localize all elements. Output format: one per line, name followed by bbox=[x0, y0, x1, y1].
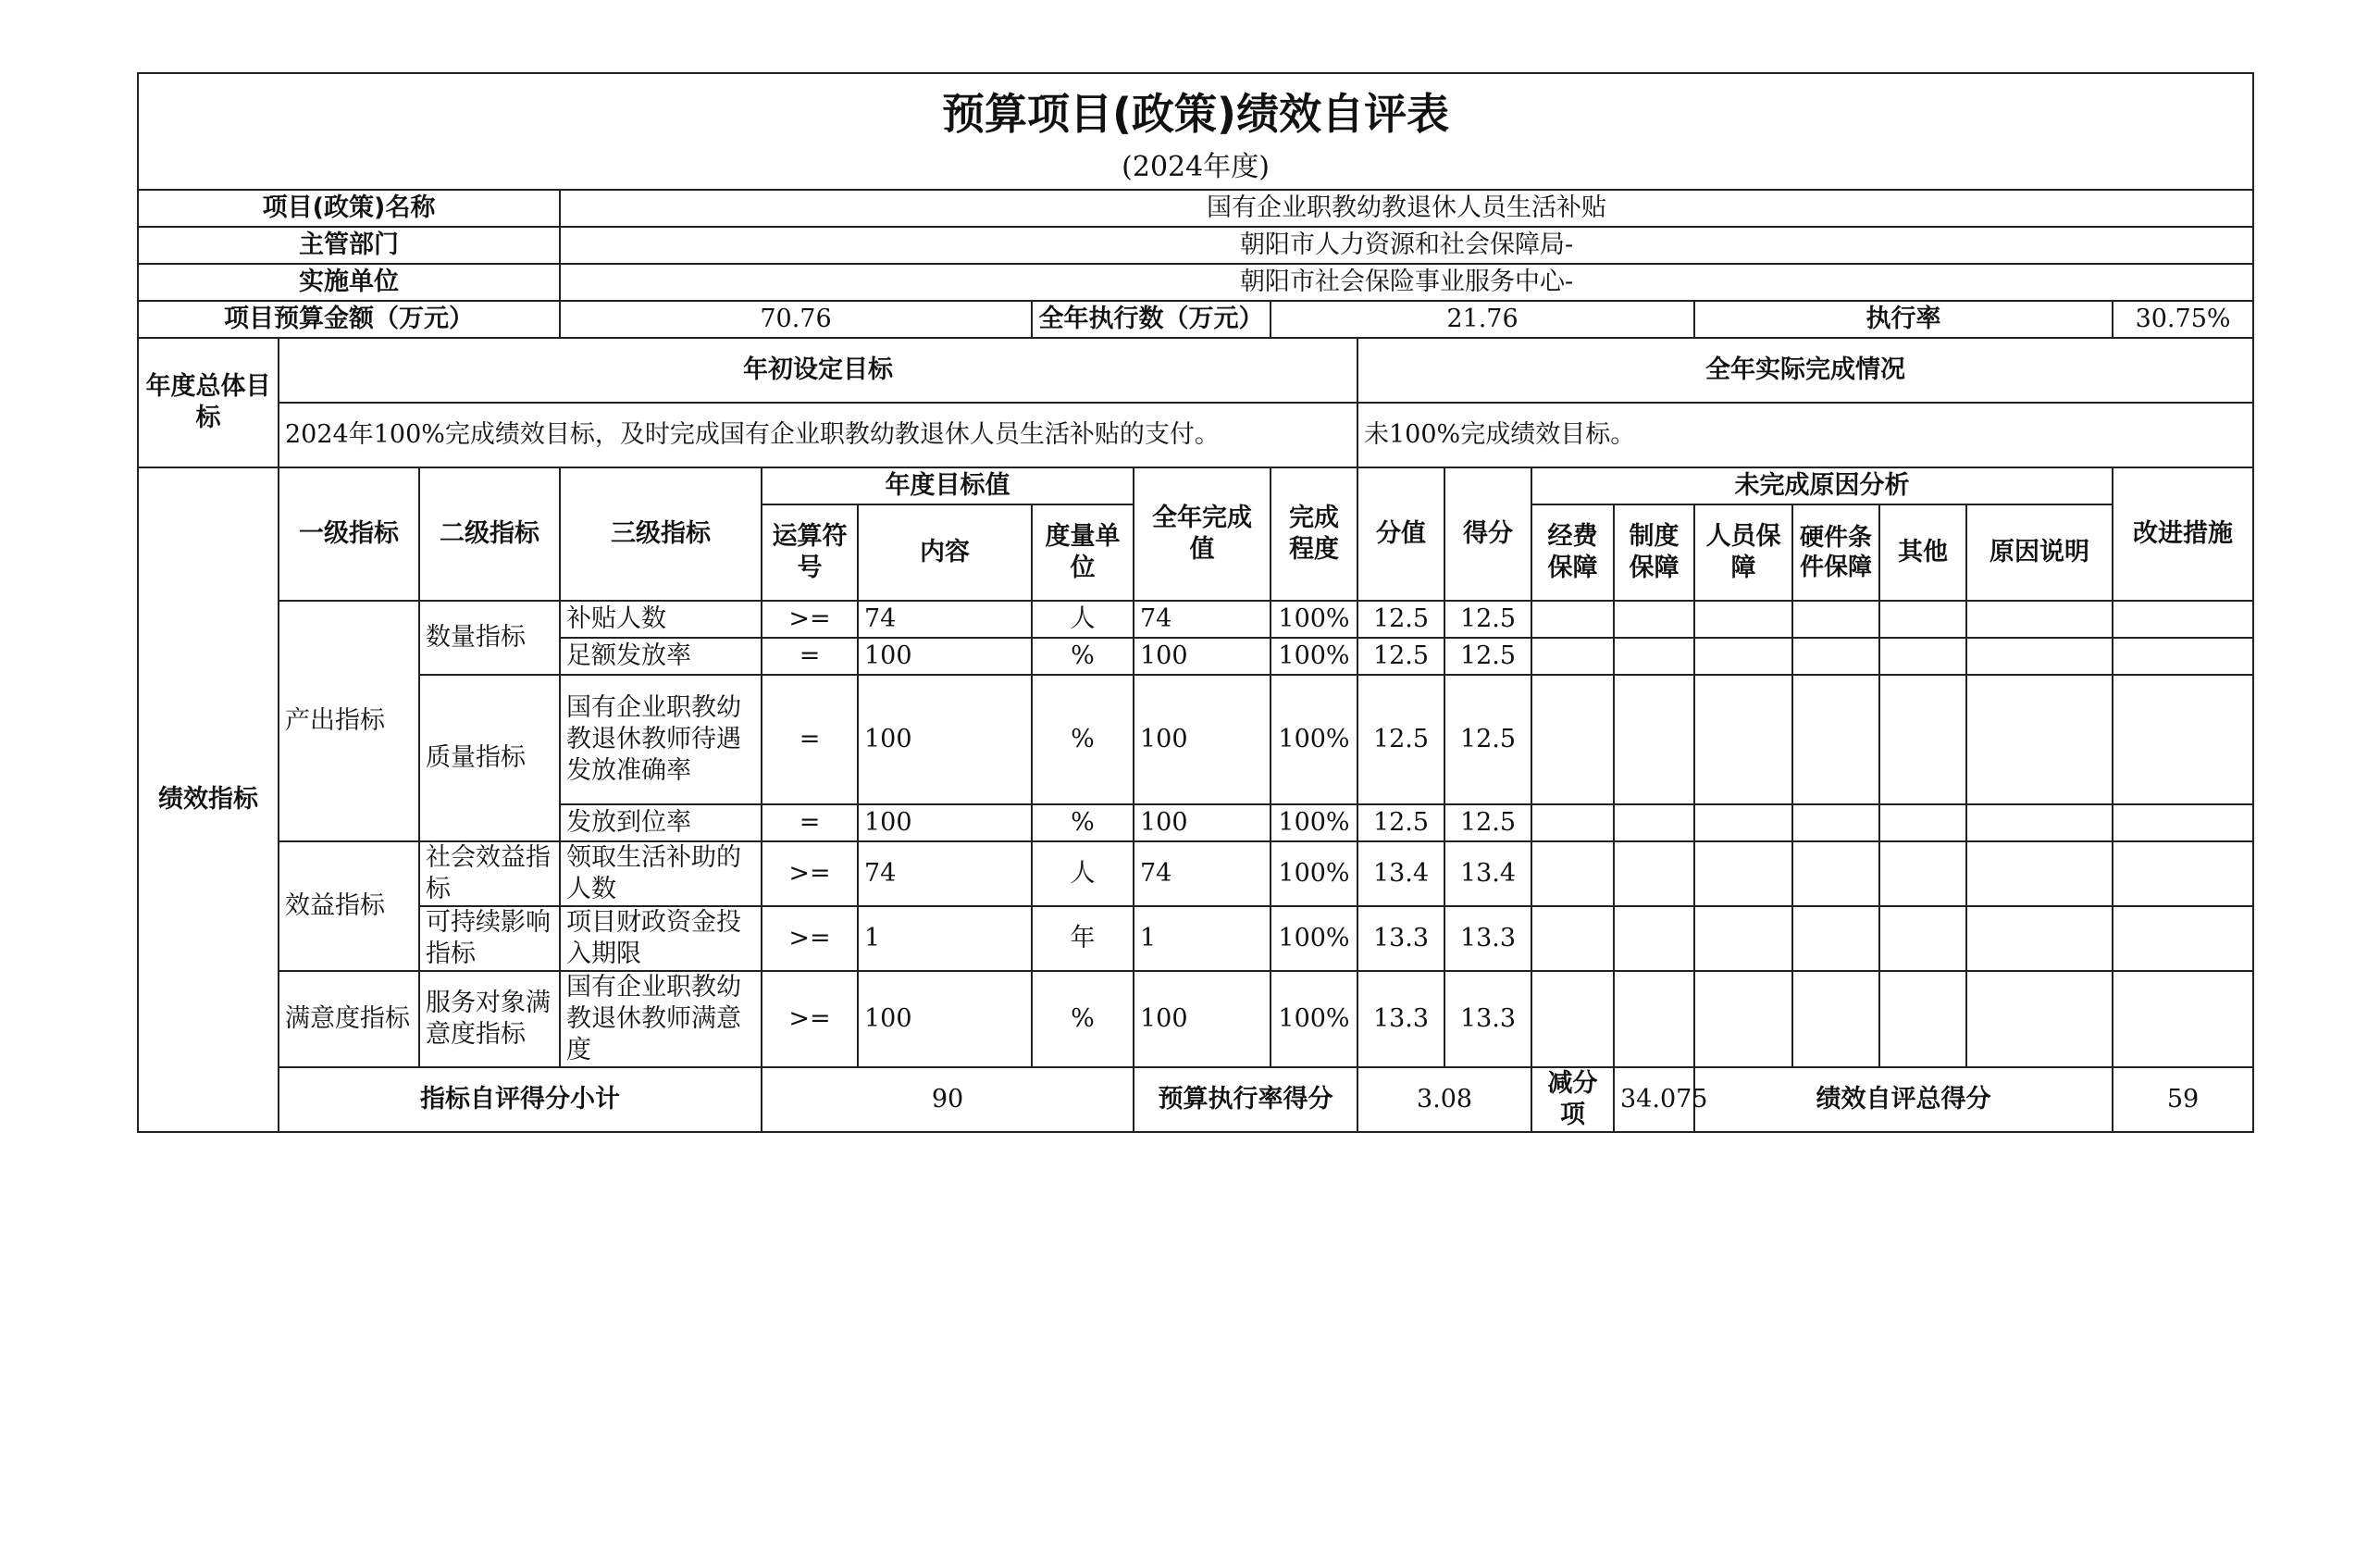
indicator-l3: 项目财政资金投入期限 bbox=[560, 906, 762, 971]
execution-rate-value: 30.75% bbox=[2113, 301, 2253, 338]
empty-cell bbox=[1694, 638, 1792, 675]
empty-cell bbox=[1614, 638, 1694, 675]
empty-cell bbox=[1694, 906, 1792, 971]
empty-cell bbox=[1614, 841, 1694, 906]
indicator-score-value: 12.5 bbox=[1357, 675, 1444, 804]
output-indicator-group: 产出指标 bbox=[279, 601, 419, 841]
indicator-l3: 领取生活补助的人数 bbox=[560, 841, 762, 906]
indicator-unit: 年 bbox=[1032, 906, 1134, 971]
level2-header: 二级指标 bbox=[419, 467, 560, 601]
empty-cell bbox=[1531, 804, 1614, 841]
indicator-l3: 发放到位率 bbox=[560, 804, 762, 841]
indicator-degree: 100% bbox=[1271, 601, 1357, 638]
indicator-content: 74 bbox=[858, 841, 1032, 906]
empty-cell bbox=[1966, 804, 2113, 841]
execution-rate-label: 执行率 bbox=[1694, 301, 2113, 338]
empty-cell bbox=[1879, 971, 1966, 1067]
empty-cell bbox=[1792, 638, 1879, 675]
indicator-unit: 人 bbox=[1032, 601, 1134, 638]
social-benefit-group: 社会效益指标 bbox=[419, 841, 560, 906]
indicator-operator: >= bbox=[762, 841, 858, 906]
indicator-operator: = bbox=[762, 638, 858, 675]
indicator-content: 100 bbox=[858, 675, 1032, 804]
subtotal-value: 90 bbox=[762, 1067, 1134, 1132]
empty-cell bbox=[1879, 906, 1966, 971]
empty-cell bbox=[1792, 841, 1879, 906]
indicator-score: 12.5 bbox=[1444, 638, 1531, 675]
empty-cell bbox=[2113, 804, 2253, 841]
indicator-unit: % bbox=[1032, 675, 1134, 804]
empty-cell bbox=[2113, 675, 2253, 804]
budget-amount-value: 70.76 bbox=[560, 301, 1032, 338]
empty-cell bbox=[2113, 906, 2253, 971]
indicator-degree: 100% bbox=[1271, 675, 1357, 804]
indicator-actual: 100 bbox=[1134, 675, 1271, 804]
empty-cell bbox=[1792, 971, 1879, 1067]
implementing-unit-label: 实施单位 bbox=[138, 264, 560, 301]
performance-indicators-label: 绩效指标 bbox=[138, 467, 279, 1132]
empty-cell bbox=[2113, 638, 2253, 675]
indicator-operator: >= bbox=[762, 906, 858, 971]
indicator-operator: >= bbox=[762, 601, 858, 638]
completion-degree-header: 完成程度 bbox=[1271, 467, 1357, 601]
improvement-header: 改进措施 bbox=[2113, 467, 2253, 601]
score-header: 得分 bbox=[1444, 467, 1531, 601]
performance-self-evaluation-sheet bbox=[137, 72, 2252, 1133]
indicator-content: 100 bbox=[858, 971, 1032, 1067]
unit-header: 度量单位 bbox=[1032, 504, 1134, 601]
level3-header: 三级指标 bbox=[560, 467, 762, 601]
indicator-l3: 国有企业职教幼教退休教师待遇发放准确率 bbox=[560, 675, 762, 804]
indicator-score-value: 12.5 bbox=[1357, 638, 1444, 675]
reason-desc-header: 原因说明 bbox=[1966, 504, 2113, 601]
indicator-operator: = bbox=[762, 804, 858, 841]
benefit-indicator-group: 效益指标 bbox=[279, 841, 419, 971]
empty-cell bbox=[1614, 675, 1694, 804]
reason-hardware-header: 硬件条件保障 bbox=[1792, 504, 1879, 601]
empty-cell bbox=[1879, 638, 1966, 675]
empty-cell bbox=[1694, 675, 1792, 804]
empty-cell bbox=[1792, 906, 1879, 971]
indicator-score-value: 13.3 bbox=[1357, 906, 1444, 971]
empty-cell bbox=[1966, 675, 2113, 804]
indicator-score-value: 13.4 bbox=[1357, 841, 1444, 906]
indicator-actual: 100 bbox=[1134, 971, 1271, 1067]
empty-cell bbox=[1531, 601, 1614, 638]
indicator-score: 12.5 bbox=[1444, 675, 1531, 804]
execution-score-label: 预算执行率得分 bbox=[1134, 1067, 1357, 1132]
indicator-unit: % bbox=[1032, 804, 1134, 841]
indicator-score-value: 12.5 bbox=[1357, 804, 1444, 841]
indicator-score: 12.5 bbox=[1444, 601, 1531, 638]
deduction-value: 34.075 bbox=[1614, 1067, 1694, 1132]
empty-cell bbox=[1792, 601, 1879, 638]
execution-amount-label: 全年执行数（万元） bbox=[1032, 301, 1271, 338]
execution-amount-value: 21.76 bbox=[1271, 301, 1694, 338]
empty-cell bbox=[1614, 906, 1694, 971]
empty-cell bbox=[1792, 675, 1879, 804]
empty-cell bbox=[1694, 601, 1792, 638]
empty-cell bbox=[1531, 675, 1614, 804]
project-name-value: 国有企业职教幼教退休人员生活补贴 bbox=[560, 190, 2253, 227]
indicator-actual: 74 bbox=[1134, 601, 1271, 638]
initial-goal-header: 年初设定目标 bbox=[279, 338, 1357, 403]
indicator-content: 100 bbox=[858, 804, 1032, 841]
empty-cell bbox=[1966, 601, 2113, 638]
empty-cell bbox=[2113, 841, 2253, 906]
indicator-content: 100 bbox=[858, 638, 1032, 675]
empty-cell bbox=[1614, 601, 1694, 638]
indicator-actual: 100 bbox=[1134, 804, 1271, 841]
deduction-label: 减分项 bbox=[1531, 1067, 1614, 1132]
actual-completion-text: 未100%完成绩效目标。 bbox=[1357, 403, 2253, 467]
sustainable-impact-group: 可持续影响指标 bbox=[419, 906, 560, 971]
indicator-l3: 足额发放率 bbox=[560, 638, 762, 675]
indicator-actual: 1 bbox=[1134, 906, 1271, 971]
actual-completion-header: 全年实际完成情况 bbox=[1357, 338, 2253, 403]
empty-cell bbox=[1879, 675, 1966, 804]
service-satisfaction-group: 服务对象满意度指标 bbox=[419, 971, 560, 1067]
indicator-operator: >= bbox=[762, 971, 858, 1067]
indicator-degree: 100% bbox=[1271, 804, 1357, 841]
indicator-unit: % bbox=[1032, 971, 1134, 1067]
indicator-unit: 人 bbox=[1032, 841, 1134, 906]
reason-other-header: 其他 bbox=[1879, 504, 1966, 601]
empty-cell bbox=[1966, 638, 2113, 675]
indicator-score: 13.3 bbox=[1444, 971, 1531, 1067]
empty-cell bbox=[1879, 601, 1966, 638]
annual-goals-label: 年度总体目标 bbox=[138, 338, 279, 467]
empty-cell bbox=[1879, 841, 1966, 906]
empty-cell bbox=[1966, 906, 2113, 971]
empty-cell bbox=[1614, 804, 1694, 841]
implementing-unit-value: 朝阳市社会保险事业服务中心- bbox=[560, 264, 2253, 301]
indicator-operator: = bbox=[762, 675, 858, 804]
operator-header: 运算符号 bbox=[762, 504, 858, 601]
indicator-score-value: 12.5 bbox=[1357, 601, 1444, 638]
empty-cell bbox=[1614, 971, 1694, 1067]
empty-cell bbox=[1879, 804, 1966, 841]
indicator-degree: 100% bbox=[1271, 841, 1357, 906]
indicator-actual: 100 bbox=[1134, 638, 1271, 675]
indicator-score: 12.5 bbox=[1444, 804, 1531, 841]
initial-goal-text: 2024年100%完成绩效目标，及时完成国有企业职教幼教退休人员生活补贴的支付。 bbox=[279, 403, 1357, 467]
reason-funds-header: 经费保障 bbox=[1531, 504, 1614, 601]
actual-value-header: 全年完成值 bbox=[1134, 467, 1271, 601]
subtotal-label: 指标自评得分小计 bbox=[279, 1067, 762, 1132]
reason-analysis-header: 未完成原因分析 bbox=[1531, 467, 2113, 504]
indicator-score: 13.3 bbox=[1444, 906, 1531, 971]
empty-cell bbox=[1792, 804, 1879, 841]
indicator-l3: 国有企业职教幼教退休教师满意度 bbox=[560, 971, 762, 1067]
empty-cell bbox=[1694, 841, 1792, 906]
reason-staff-header: 人员保障 bbox=[1694, 504, 1792, 601]
quality-indicator-group: 质量指标 bbox=[419, 675, 560, 841]
empty-cell bbox=[1694, 971, 1792, 1067]
indicator-score-value: 13.3 bbox=[1357, 971, 1444, 1067]
budget-amount-label: 项目预算金额（万元） bbox=[138, 301, 560, 338]
execution-score-value: 3.08 bbox=[1357, 1067, 1531, 1132]
indicator-content: 74 bbox=[858, 601, 1032, 638]
empty-cell bbox=[2113, 971, 2253, 1067]
indicator-degree: 100% bbox=[1271, 638, 1357, 675]
project-name-label: 项目(政策)名称 bbox=[138, 190, 560, 227]
empty-cell bbox=[1966, 971, 2113, 1067]
quantity-indicator-group: 数量指标 bbox=[419, 601, 560, 675]
score-value-header: 分值 bbox=[1357, 467, 1444, 601]
sheet-year: (2024年度) bbox=[138, 146, 2253, 190]
empty-cell bbox=[1966, 841, 2113, 906]
empty-cell bbox=[1531, 906, 1614, 971]
empty-cell bbox=[1531, 971, 1614, 1067]
total-score-label: 绩效自评总得分 bbox=[1694, 1067, 2113, 1132]
indicator-degree: 100% bbox=[1271, 906, 1357, 971]
empty-cell bbox=[1531, 638, 1614, 675]
indicator-unit: % bbox=[1032, 638, 1134, 675]
indicator-content: 1 bbox=[858, 906, 1032, 971]
reason-system-header: 制度保障 bbox=[1614, 504, 1694, 601]
sheet-title: 预算项目(政策)绩效自评表 bbox=[138, 73, 2253, 146]
empty-cell bbox=[1694, 804, 1792, 841]
department-label: 主管部门 bbox=[138, 227, 560, 264]
total-score-value: 59 bbox=[2113, 1067, 2253, 1132]
department-value: 朝阳市人力资源和社会保障局- bbox=[560, 227, 2253, 264]
empty-cell bbox=[2113, 601, 2253, 638]
annual-target-header: 年度目标值 bbox=[762, 467, 1134, 504]
evaluation-table bbox=[137, 72, 2254, 1133]
level1-header: 一级指标 bbox=[279, 467, 419, 601]
empty-cell bbox=[1531, 841, 1614, 906]
indicator-l3: 补贴人数 bbox=[560, 601, 762, 638]
content-header: 内容 bbox=[858, 504, 1032, 601]
indicator-score: 13.4 bbox=[1444, 841, 1531, 906]
indicator-actual: 74 bbox=[1134, 841, 1271, 906]
satisfaction-indicator-group: 满意度指标 bbox=[279, 971, 419, 1067]
indicator-degree: 100% bbox=[1271, 971, 1357, 1067]
